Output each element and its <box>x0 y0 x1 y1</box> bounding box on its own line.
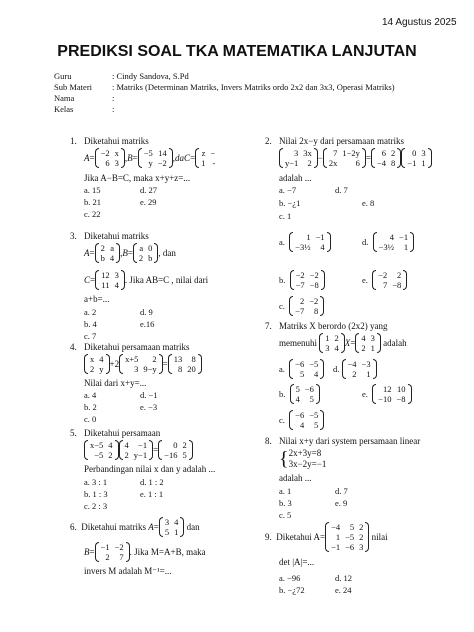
question-7-title: Matriks X berordo (2x2) yang <box>279 321 388 331</box>
option-matrix: 1 −1 −3½ 4 <box>289 232 330 252</box>
q1-option-e[interactable]: e. 29 <box>140 197 157 207</box>
q9-option-e[interactable]: e. 24 <box>335 585 352 595</box>
option-matrix: −6 −5 5 4 <box>289 359 324 379</box>
question-7-number: 7. <box>265 321 272 331</box>
question-4-number: 4. <box>70 342 77 352</box>
question-8-system <box>279 448 326 470</box>
q5-option-c[interactable]: c. 2 : 3 <box>84 501 108 511</box>
q9-option-a[interactable]: a. −96 <box>279 573 301 583</box>
q1-option-a[interactable]: a. 15 <box>84 185 101 195</box>
question-2-equation: 3 3x y−1 2 − 7 1−2y 2x 6 = 6 2 −4 8 0 3 −1 1 <box>279 148 432 168</box>
q5-option-a[interactable]: a. 3 : 1 <box>84 477 108 487</box>
question-4-title: Diketahui persamaan matriks <box>84 342 190 352</box>
matrix-a: 3 4 5 1 <box>159 517 185 537</box>
info-row-topic <box>54 82 395 93</box>
q8-option-e[interactable]: e. 9 <box>335 498 348 508</box>
left-brace: { <box>279 448 289 470</box>
matrix-1: x−5 4 −5 2 <box>84 440 119 460</box>
question-2-title: Nilai 2x−y dari persamaan matriks <box>279 136 405 146</box>
info-label: Kelas <box>54 104 74 114</box>
info-label: Nama <box>54 93 75 103</box>
matrix-a: −2 x 6 3 <box>95 148 125 168</box>
matrix-option-a[interactable]: a. 1 −1 −3½ 4 <box>279 232 331 252</box>
info-value: : <box>112 104 115 114</box>
question-3-matrices: A = 2 a b 4 , B = a 0 2 b , dan <box>84 243 176 263</box>
info-label: Guru <box>54 71 72 81</box>
q3-option-d[interactable]: d. 9 <box>140 307 153 317</box>
q3-option-b[interactable]: b. 4 <box>84 319 97 329</box>
q4-option-d[interactable]: d. −1 <box>140 390 158 400</box>
q2-option-a[interactable]: a. −7 <box>279 185 297 195</box>
question-3-matrix-c: C = 12 3 11 4 . Jika AB=C , nilai dari <box>84 270 209 290</box>
matrix-option-d[interactable]: d. 4 −1 −3½ 1 <box>362 232 414 252</box>
matrix-c: z − 1 - <box>195 148 217 168</box>
matrix-b: −1 −2 2 7 <box>95 542 130 562</box>
question-6-title: Diketahui matriks <box>81 521 146 532</box>
question-1-matrices: A = −2 x 6 3 , B = −5 14 y −2 , da C = z − 1 - <box>84 148 216 168</box>
question-6-matrix-b: B = −1 −2 2 7 . Jika M=A+B, maka <box>84 542 206 562</box>
matrix-a: 2 a b 4 <box>95 243 121 263</box>
matrix-1: 1 2 3 4 <box>319 333 345 353</box>
q3-option-c[interactable]: c. 7 <box>84 331 97 341</box>
q4-option-e[interactable]: e. −3 <box>140 402 158 412</box>
matrix-option-e[interactable]: e. −2 2 7 −8 <box>362 270 407 290</box>
question-5-line: Perbandingan nilai x dan y adalah ... <box>84 464 216 474</box>
q1-option-d[interactable]: d. 27 <box>140 185 157 195</box>
question-3-number: 3. <box>70 231 77 241</box>
question-9-header: 9. Diketahui A= −4 5 2 1 −5 2 −1 −6 3 nilai <box>265 522 388 552</box>
matrix-2: 4 −1 2 y−1 <box>119 440 154 460</box>
q9-option-d[interactable]: d. 12 <box>335 573 352 583</box>
q4-option-c[interactable]: c. 0 <box>84 414 97 424</box>
question-3-title: Diketahui matriks <box>84 231 149 241</box>
question-8-number: 8. <box>265 436 272 446</box>
equation-1: 2x+3y=8 <box>288 448 322 458</box>
option-matrix: 5 −6 4 5 <box>290 384 320 404</box>
question-8-title: Nilai x+y dari system persamaan linear <box>279 436 421 446</box>
page-title: PREDIKSI SOAL TKA MATEMATIKA LANJUTAN <box>57 43 417 60</box>
option-matrix: −6 −5 4 5 <box>289 410 324 430</box>
matrix-3: 6 2 −4 8 <box>371 148 401 168</box>
matrix-option-b[interactable]: b. −2 −2 −7 −8 <box>279 270 325 290</box>
q8-option-a[interactable]: a. 1 <box>279 486 292 496</box>
option-matrix: −4 −3 2 1 <box>342 359 377 379</box>
matrix-b: a 0 2 b <box>133 243 159 263</box>
q2-option-d[interactable]: d. 7 <box>335 185 348 195</box>
question-2-suffix: adalah ... <box>279 173 312 183</box>
info-row-teacher <box>54 71 189 82</box>
info-value: : Matriks (Determinan Matriks, Invers Matriks ordo 2x2 dan 3x3, Operasi Matriks) <box>112 82 395 92</box>
question-9-number: 9. <box>265 531 272 542</box>
info-block <box>54 71 395 115</box>
question-5-title: Diketahui persamaan <box>84 428 161 438</box>
question-8-suffix: adalah ... <box>279 473 312 483</box>
matrix-2: 4 3 2 1 <box>355 333 381 353</box>
option-matrix: 12 10 −10 −8 <box>372 384 411 404</box>
question-6-number: 6. <box>70 521 77 532</box>
info-row-class <box>54 104 115 115</box>
question-9-line: det |A|=... <box>279 557 315 567</box>
q8-option-b[interactable]: b. 3 <box>279 498 292 508</box>
date-stamp: 14 Agustus 2025 <box>382 17 457 28</box>
q5-option-d[interactable]: d. 1 : 2 <box>140 477 164 487</box>
question-2-number: 2. <box>265 136 272 146</box>
q7-option-e[interactable]: e. 12 10 −10 −8 <box>362 384 412 404</box>
matrix-b: −5 14 y −2 <box>138 148 173 168</box>
q3-option-a[interactable]: a. 2 <box>84 307 97 317</box>
matrix-2: x+5 2 3 9−y <box>119 354 163 374</box>
question-7-equation: memenuhi 1 2 3 4 X = 4 3 2 1 adalah <box>279 333 407 353</box>
question-4-line: Nilai dari x+y=... <box>84 378 147 388</box>
matrix-2: 7 1−2y 2x 6 <box>323 148 366 168</box>
q7-option-a[interactable]: a. −6 −5 5 4 <box>279 359 324 379</box>
info-value: : Cindy Sandova, S.Pd <box>112 71 189 81</box>
info-label: Sub Materi <box>54 82 93 92</box>
question-4-equation: x 4 2 y +2 x+5 2 3 9−y = 13 8 8 20 <box>84 354 202 374</box>
question-1-line: Jika A−B=C, maka x+y+z=... <box>84 173 191 183</box>
matrix-1: 3 3x y−1 2 <box>279 148 318 168</box>
q1-option-c[interactable]: c. 22 <box>84 209 101 219</box>
matrix-c: 12 3 11 4 <box>95 270 125 290</box>
matrix-1: x 4 2 y <box>84 354 110 374</box>
matrix-4: 0 3 −1 1 <box>401 148 431 168</box>
question-9-title: Diketahui A= <box>276 531 326 542</box>
q7-option-d[interactable]: d. −4 −3 2 1 <box>333 359 377 379</box>
q2-option-b[interactable]: b. −¿1 <box>279 198 301 208</box>
q4-option-a[interactable]: a. 4 <box>84 390 97 400</box>
question-6-line2: invers M adalah M⁻¹=... <box>84 566 172 576</box>
option-matrix: −2 2 7 −8 <box>372 270 407 290</box>
equation-2: 3x−2y=−1 <box>288 459 327 469</box>
matrix-3: 13 8 8 20 <box>168 354 202 374</box>
info-value: : <box>112 93 115 103</box>
q1-option-b[interactable]: b. 21 <box>84 197 101 207</box>
question-1-title: Diketahui matriks <box>84 136 149 146</box>
q5-option-e[interactable]: e. 1 : 1 <box>140 489 164 499</box>
q7-option-b[interactable]: b. 5 −6 4 5 <box>279 384 320 404</box>
option-matrix: 4 −1 −3½ 1 <box>373 232 414 252</box>
q3-option-e[interactable]: e.16 <box>140 319 155 329</box>
q2-option-c[interactable]: c. 1 <box>279 211 292 221</box>
q7-option-c[interactable]: c. −6 −5 4 5 <box>279 410 324 430</box>
matrix-a: −4 5 2 1 −5 2 −1 −6 3 <box>325 522 369 552</box>
question-6-header: 6. Diketahui matriks A = 3 4 5 1 dan <box>70 517 200 537</box>
q8-option-d[interactable]: d. 7 <box>335 486 348 496</box>
question-3-line2: a+b=... <box>84 294 110 304</box>
q2-option-e[interactable]: e. 8 <box>362 198 375 208</box>
question-5-number: 5. <box>70 428 77 438</box>
q5-option-b[interactable]: b. 1 : 3 <box>84 489 108 499</box>
info-row-name <box>54 93 115 104</box>
matrix-option-c[interactable]: c. 2 −2 −7 8 <box>279 296 324 316</box>
q8-option-c[interactable]: c. 5 <box>279 510 292 520</box>
question-5-equation: x−5 4 −5 2 4 −1 2 y−1 = 0 2 −16 5 <box>84 440 193 460</box>
option-matrix: 2 −2 −7 8 <box>289 296 324 316</box>
question-1-number: 1. <box>70 136 77 146</box>
q9-option-b[interactable]: b. −¿72 <box>279 585 305 595</box>
q4-option-b[interactable]: b. 2 <box>84 402 97 412</box>
matrix-3: 0 2 −16 5 <box>158 440 193 460</box>
option-matrix: −2 −2 −7 −8 <box>290 270 325 290</box>
